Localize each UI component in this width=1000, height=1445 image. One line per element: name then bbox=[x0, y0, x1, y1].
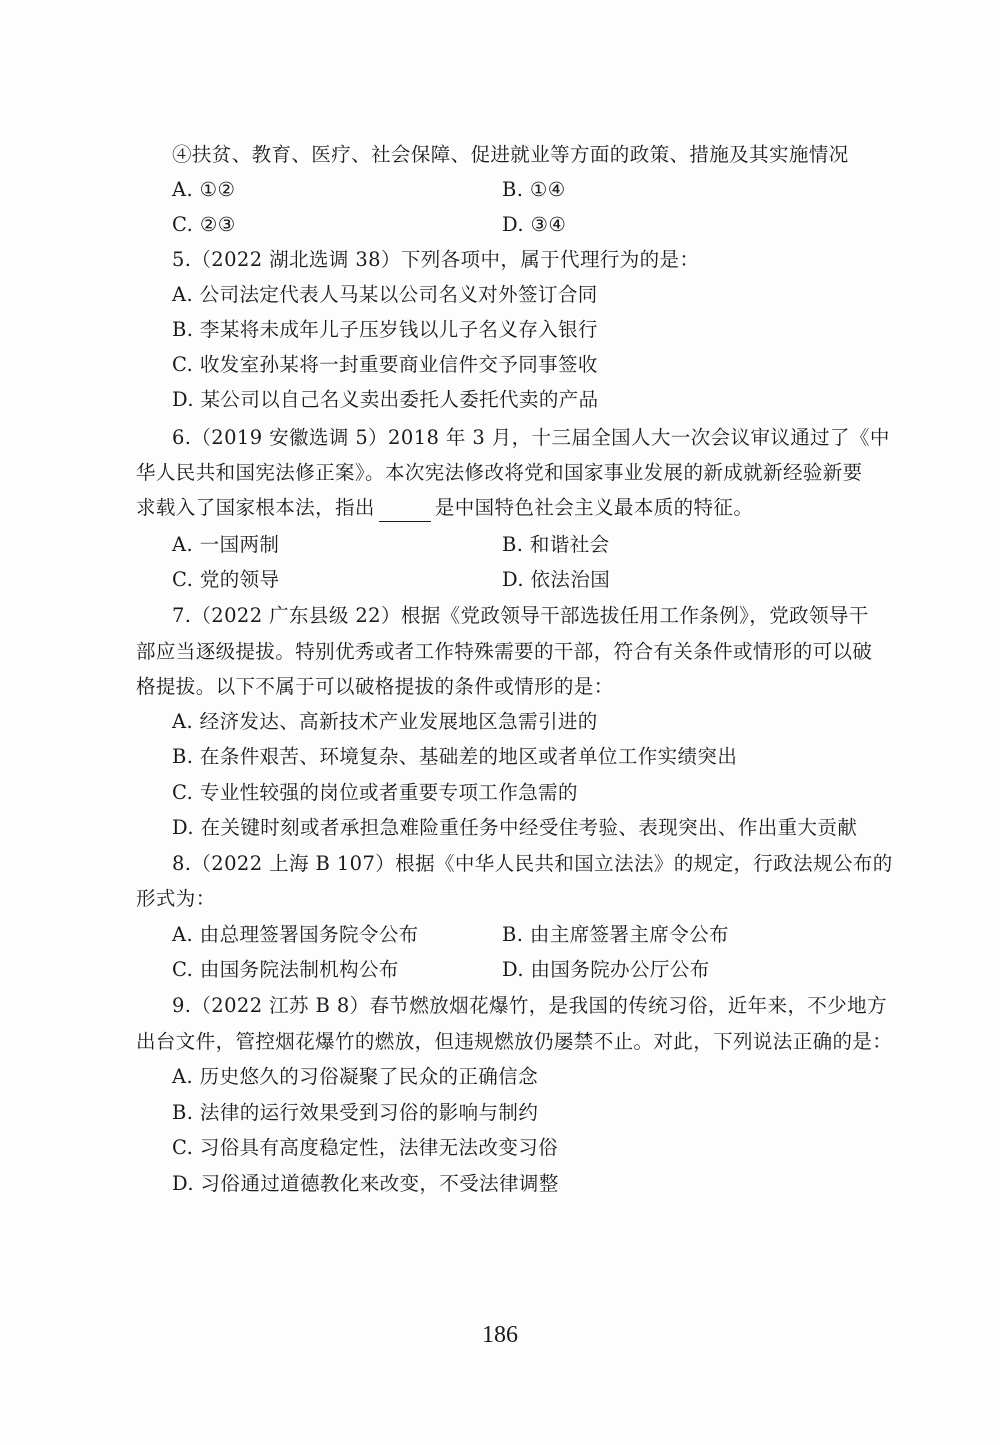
q6-stem-line-1: 6.（2019 安徽选调 5）2018 年 3 月，十三届全国人大一次会议审议通过了《中 bbox=[172, 426, 890, 449]
q8-option-c: C. 由国务院法制机构公布 bbox=[172, 958, 399, 981]
q5-option-a: A. 公司法定代表人马某以公司名义对外签订合同 bbox=[172, 283, 598, 306]
q9-stem-line-1: 9.（2022 江苏 B 8）春节燃放烟花爆竹，是我国的传统习俗，近年来，不少地方 bbox=[172, 994, 887, 1017]
q4-option-c: C. ②③ bbox=[172, 213, 236, 236]
q9-option-d: D. 习俗通过道德教化来改变，不受法律调整 bbox=[172, 1172, 559, 1195]
answer-blank bbox=[379, 501, 431, 522]
q6-option-d: D. 依法治国 bbox=[502, 568, 611, 591]
q5-option-b: B. 李某将未成年儿子压岁钱以儿子名义存入银行 bbox=[172, 318, 598, 341]
q7-option-c: C. 专业性较强的岗位或者重要专项工作急需的 bbox=[172, 781, 578, 804]
q5-option-d: D. 某公司以自己名义卖出委托人委托代卖的产品 bbox=[172, 388, 599, 411]
q9-option-a: A. 历史悠久的习俗凝聚了民众的正确信念 bbox=[172, 1065, 538, 1088]
q9-option-c: C. 习俗具有高度稳定性，法律无法改变习俗 bbox=[172, 1136, 559, 1159]
q6-option-b: B. 和谐社会 bbox=[502, 533, 610, 556]
q4-option-b: B. ①④ bbox=[502, 178, 566, 201]
q4-item-4: ④扶贫、教育、医疗、社会保障、促进就业等方面的政策、措施及其实施情况 bbox=[172, 143, 849, 166]
q9-option-b: B. 法律的运行效果受到习俗的影响与制约 bbox=[172, 1101, 539, 1124]
q4-option-a: A. ①② bbox=[172, 178, 236, 201]
q7-stem-line-1: 7.（2022 广东县级 22）根据《党政领导干部选拔任用工作条例》，党政领导干 bbox=[172, 604, 869, 627]
q8-option-d: D. 由国务院办公厅公布 bbox=[502, 958, 710, 981]
q7-option-b: B. 在条件艰苦、环境复杂、基础差的地区或者单位工作实绩突出 bbox=[172, 745, 738, 768]
q8-option-b: B. 由主席签署主席令公布 bbox=[502, 923, 729, 946]
q6-option-c: C. 党的领导 bbox=[172, 568, 280, 591]
q9-stem-line-2: 出台文件，管控烟花爆竹的燃放，但违规燃放仍屡禁不止。对此，下列说法正确的是： bbox=[136, 1030, 893, 1053]
page-number: 186 bbox=[482, 1322, 518, 1348]
q6-option-a: A. 一国两制 bbox=[172, 533, 280, 556]
q8-option-a: A. 由总理签署国务院令公布 bbox=[172, 923, 419, 946]
q6-stem-line-2: 华人民共和国宪法修正案》。本次宪法修改将党和国家事业发展的新成就新经验新要 bbox=[136, 461, 863, 484]
q7-stem-line-2: 部应当逐级提拔。特别优秀或者工作特殊需要的干部，符合有关条件或情形的可以破 bbox=[136, 640, 873, 663]
q7-option-a: A. 经济发达、高新技术产业发展地区急需引进的 bbox=[172, 710, 598, 733]
q8-stem-line-1: 8.（2022 上海 B 107）根据《中华人民共和国立法法》的规定，行政法规公布的 bbox=[172, 852, 893, 875]
q6-stem-line-3 bbox=[136, 494, 753, 522]
q7-option-d: D. 在关键时刻或者承担急难险重任务中经受住考验、表现突出、作出重大贡献 bbox=[172, 816, 858, 839]
q6-stem-line-3-post: 是中国特色社会主义最本质的特征。 bbox=[434, 496, 754, 519]
q8-stem-line-2: 形式为： bbox=[136, 887, 216, 910]
q5-stem: 5.（2022 湖北选调 38）下列各项中，属于代理行为的是： bbox=[172, 248, 700, 271]
q7-stem-line-3: 格提拔。以下不属于可以破格提拔的条件或情形的是： bbox=[136, 675, 614, 698]
q4-option-d: D. ③④ bbox=[502, 213, 567, 236]
q5-option-c: C. 收发室孙某将一封重要商业信件交予同事签收 bbox=[172, 353, 598, 376]
q6-stem-line-3-pre: 求载入了国家根本法，指出 bbox=[136, 496, 375, 519]
